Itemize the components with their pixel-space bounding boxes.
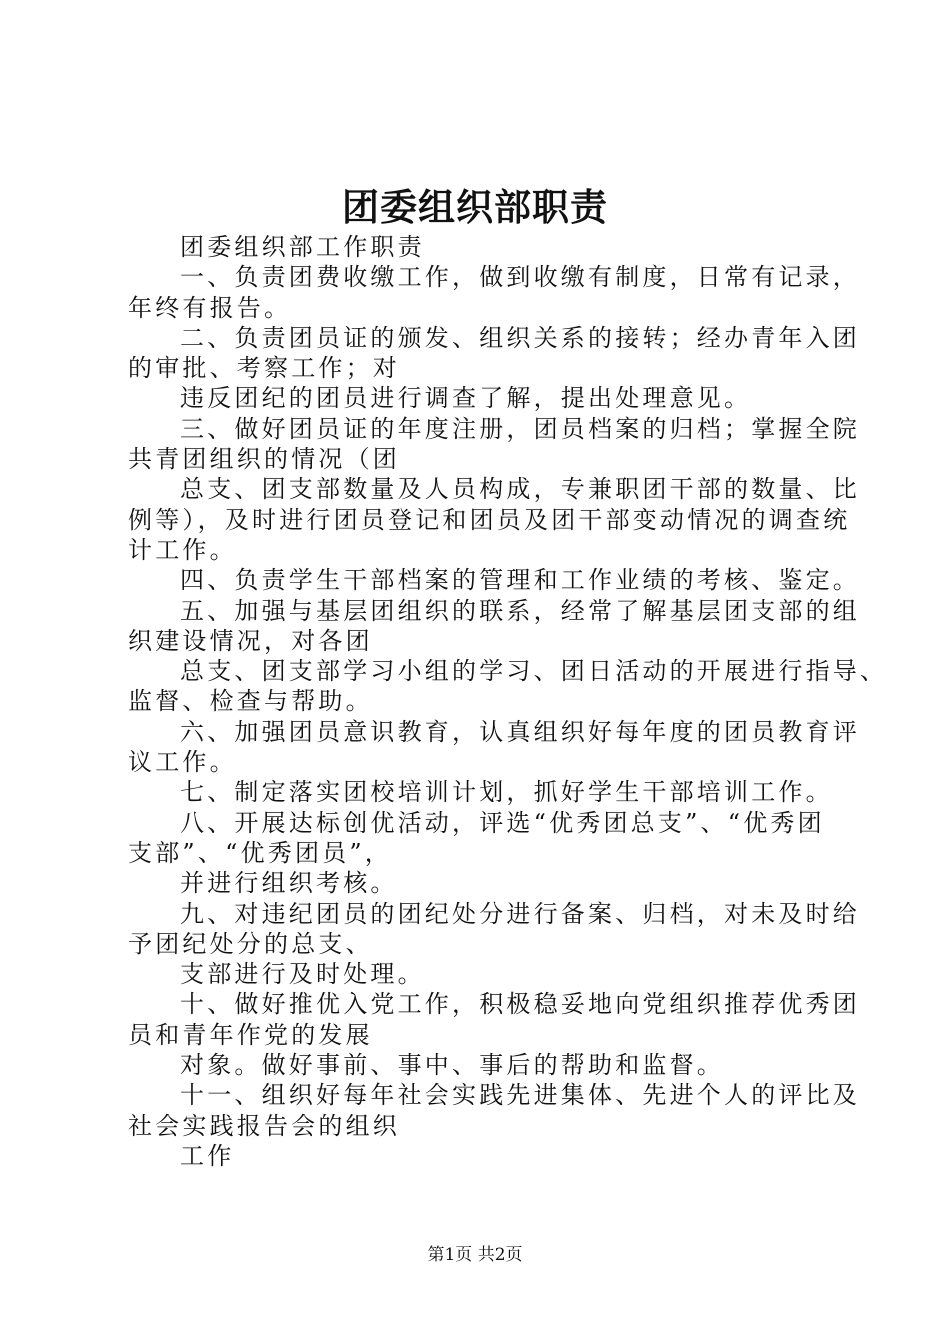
body-line: 年终有报告。 [128, 293, 292, 322]
body-line: 对象。做好事前、事中、事后的帮助和监督。 [180, 1051, 724, 1080]
body-line: 支部”、“优秀团员”， [128, 838, 393, 867]
body-line: 三、做好团员证的年度注册，团员档案的归档；掌握全院 [180, 414, 860, 443]
document-body [128, 232, 888, 1171]
body-line: 九、对违纪团员的团纪处分进行备案、归档，对未及时给 [180, 899, 860, 928]
body-line: 并进行组织考核。 [180, 869, 398, 898]
body-line: 八、开展达标创优活动，评选“优秀团总支”、“优秀团 [180, 808, 825, 837]
body-line: 团委组织部工作职责 [180, 233, 425, 261]
body-line: 员和青年作党的发展 [128, 1020, 373, 1049]
body-line: 支部进行及时处理。 [180, 960, 425, 989]
body-line: 七、制定落实团校培训计划，抓好学生干部培训工作。 [180, 778, 833, 807]
body-line: 十、做好推优入党工作，积极稳妥地向党组织推荐优秀团 [180, 990, 860, 1019]
body-line: 总支、团支部学习小组的学习、团日活动的开展进行指导、 [180, 657, 888, 686]
body-line: 二、负责团员证的颁发、组织关系的接转；经办青年入团 [180, 323, 860, 352]
body-line: 工作 [180, 1141, 235, 1170]
body-line: 总支、团支部数量及人员构成，专兼职团干部的数量、比 [180, 475, 860, 504]
body-line: 例等），及时进行团员登记和团员及团干部变动情况的调查统 [128, 505, 851, 534]
body-line: 六、加强团员意识教育，认真组织好每年度的团员教育评 [180, 717, 860, 746]
body-line: 的审批、考察工作；对 [128, 354, 400, 383]
body-line: 一、负责团费收缴工作，做到收缴有制度，日常有记录， [180, 263, 860, 292]
body-line: 违反团纪的团员进行调查了解，提出处理意见。 [180, 384, 752, 413]
body-line: 计工作。 [128, 535, 237, 564]
body-line: 五、加强与基层团组织的联系，经常了解基层团支部的组 [180, 596, 860, 625]
body-line: 织建设情况，对各团 [128, 626, 373, 655]
body-line: 社会实践报告会的组织 [128, 1111, 400, 1140]
body-line: 监督、检查与帮助。 [128, 687, 373, 716]
body-line: 共青团组织的情况（团 [128, 445, 400, 474]
body-line: 十一、组织好每年社会实践先进集体、先进个人的评比及 [180, 1081, 860, 1110]
body-line: 予团纪处分的总支、 [128, 929, 373, 958]
body-line: 四、负责学生干部档案的管理和工作业绩的考核、鉴定。 [180, 566, 860, 595]
page-footer: 第1页 共2页 [427, 1245, 523, 1265]
document-title: 团委组织部职责 [342, 185, 608, 229]
body-line: 议工作。 [128, 748, 237, 777]
